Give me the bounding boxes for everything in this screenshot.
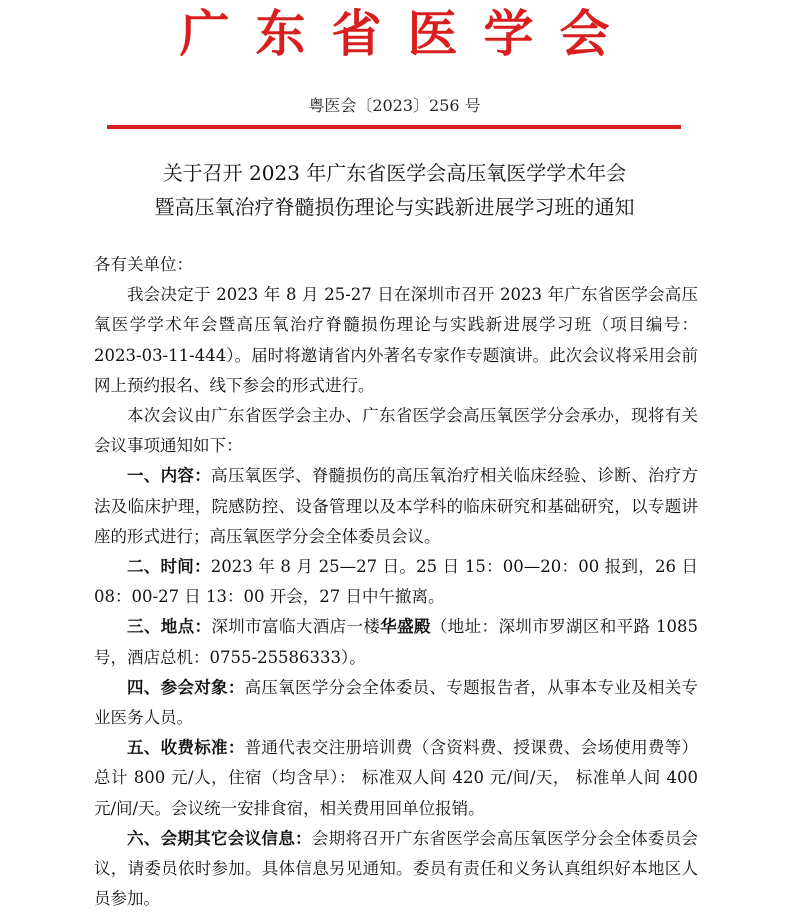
title-line-1: 关于召开 2023 年广东省医学会高压氧医学学术年会 [162,161,627,185]
red-divider-line [107,125,681,129]
item-label: 二、时间： [127,557,211,577]
title-line-2: 暨高压氧治疗脊髓损伤理论与实践新进展学习班的通知 [154,195,635,219]
salutation: 各有关单位： [94,255,193,274]
item-location [94,612,698,672]
item-text: （地址：深圳市罗湖区和平路 1085 号，酒店总机：0755-25586333）。 [94,617,699,667]
paragraph-organizers: 本次会议由广东省医学会主办、广东省医学会高压氧医学分会承办，现将有关会议事项通知如下： [94,406,698,456]
item-text: 普通代表交注册培训费（含资料费、授课费、会场使用费等）总计 800 元/人，住宿（均含早）： 标准双人间 420 元/间/天， 标准单人间 400 元/间/天。会议统一安排食宿，相关费用回单位报销。 [94,738,699,818]
item-time [94,552,698,612]
item-fees [94,733,698,824]
paragraph-intro: 我会决定于 2023 年 8 月 25-27 日在深圳市召开 2023 年广东省医学会高压氧医学学术年会暨高压氧治疗脊髓损伤理论与实践新进展学习班（项目编号：2023-03-11-444）。届时将邀请省内外著名专家作专题演讲。此次会议将采用会前网上预约报名、线下参会的形式进行。 [94,285,698,395]
item-text: 高压氧医学分会全体委员、专题报告者，从事本专业及相关专业医务人员。 [94,677,699,728]
document-number: 粤医会〔2023〕256 号 [308,96,481,115]
item-participants [94,673,698,733]
item-text: 2023 年 8 月 25—27 日。25 日 15：00—20：00 报到，26 日 08：00-27 日 13：00 开会，27 日中午撤离。 [94,557,698,607]
item-label: 三、地点： [127,617,212,637]
venue-hall-name: 华盛殿 [380,617,431,637]
notice-body [94,250,698,914]
item-label: 四、参会对象： [127,677,245,697]
item-content [94,461,698,552]
item-label: 五、收费标准： [127,738,245,758]
item-text: 高压氧医学、脊髓损伤的高压氧治疗相关临床经验、诊断、治疗方法及临床护理，院感防控、设备管理以及本学科的临床研究和基础研究，以专题讲座的形式进行；高压氧医学分会全体委员会议。 [94,466,699,546]
item-text: 深圳市富临大酒店一楼 [211,617,381,637]
item-text: 会期将召开广东省医学会高压氧医学分会全体委员会议，请委员依时参加。具体信息另见通知。委员有责任和义务认真组织好本地区人员参加。 [94,828,699,909]
notice-title [0,156,789,224]
item-label: 六、会期其它会议信息： [127,828,312,848]
org-masthead: 广东省医学会 [179,4,636,63]
item-other-meetings [94,824,698,914]
item-label: 一、内容： [127,466,212,486]
